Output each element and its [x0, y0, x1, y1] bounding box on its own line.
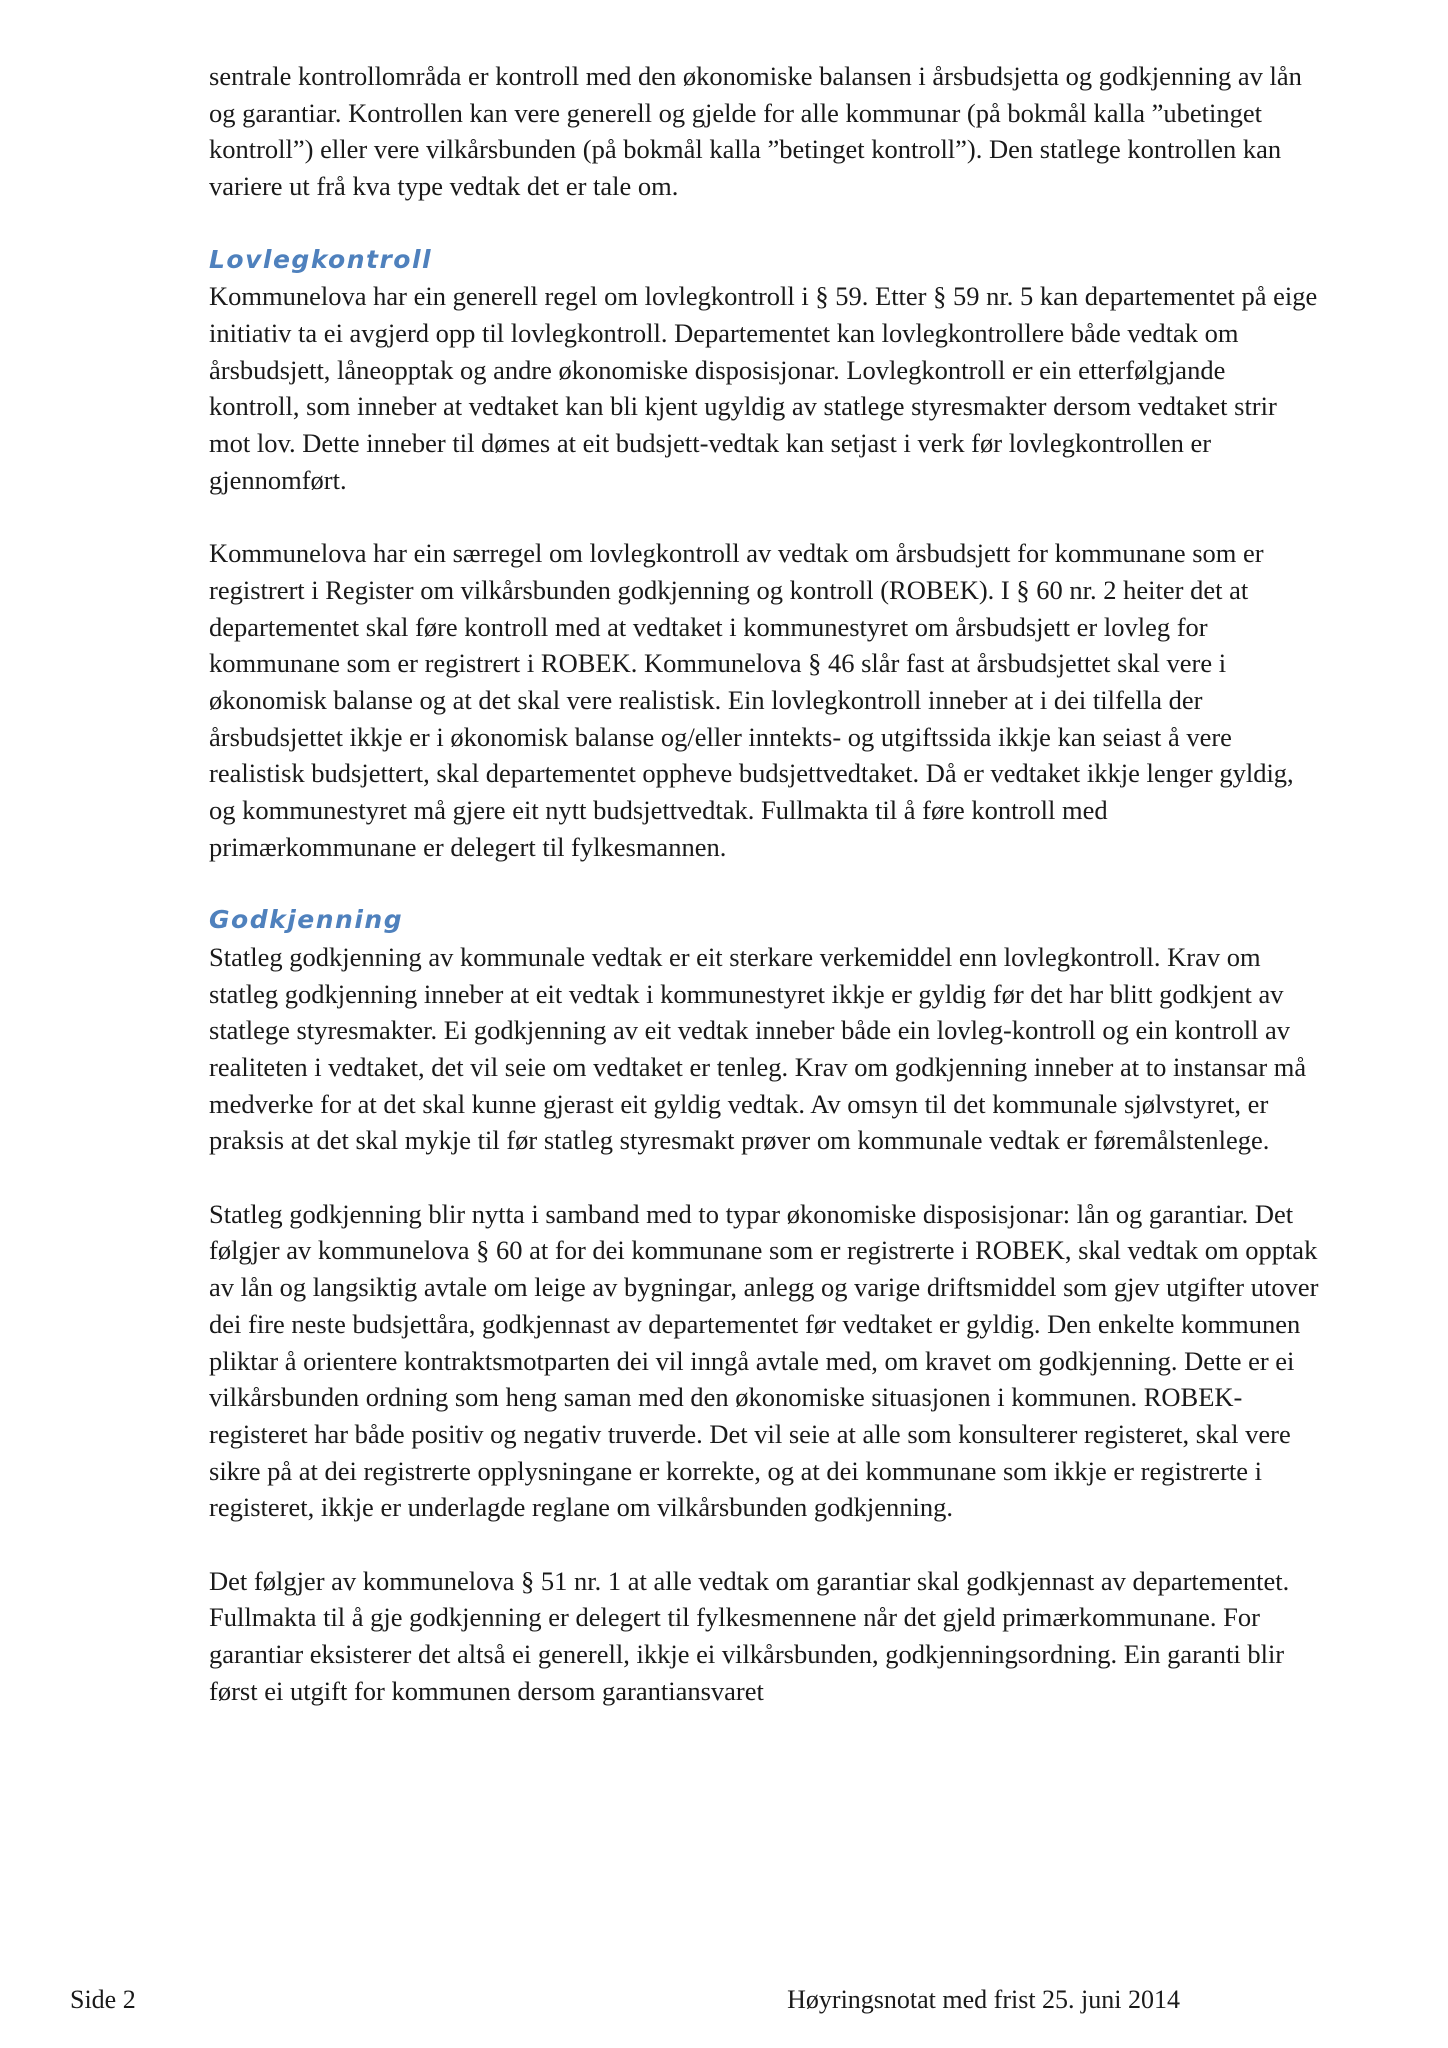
paragraph-gap	[209, 1526, 1319, 1563]
document-body	[209, 58, 1319, 1710]
heading-godkjenning: Godkjenning	[209, 905, 404, 935]
footer-document-title: Høyringsnotat med frist 25. juni 2014	[787, 1985, 1180, 2014]
paragraph-gap	[209, 1159, 1319, 1196]
paragraph-gap	[209, 498, 1319, 535]
heading-lovlegkontroll: Lovlegkontroll	[209, 244, 433, 274]
paragraph-intro: sentrale kontrollområda er kontroll med den økonomiske balansen i årsbudsjetta og godkjenning av lån og garantiar. Kontrollen kan vere generell og gjelde for alle kommunar (på bokmål kalla ”ubetinget kontroll”) eller vere vilkårsbunden (på bokmål kalla ”betinget kontroll”). Den statlege kontrollen kan variere ut frå kva type vedtak det er tale om.	[209, 61, 1302, 202]
paragraph-garantiar: Det følgjer av kommunelova § 51 nr. 1 at alle vedtak om garantiar skal godkjennast av departementet. Fullmakta til å gje godkjenning er delegert til fylkesmennene når det gjeld primærkommunane. For garantiar eksisterer det altså ei generell, ikkje ei vilkårsbunden, godkjenningsordning. Ein garanti blir først ei utgift for kommunen dersom garantiansvaret	[209, 1565, 1290, 1706]
footer-page-number: Side 2	[70, 1985, 136, 2014]
paragraph-gap	[209, 865, 1319, 902]
paragraph-godkjenning-robek: Statleg godkjenning blir nytta i samband med to typar økonomiske disposisjonar: lån og garantiar. Det følgjer av kommunelova § 60 at for dei kommunane som er registrerte i ROBEK, skal vedtak om opptak av lån og langsiktig avtale om leige av bygningar, anlegg og varige driftsmiddel som gjev utgifter utover dei fire neste budsjettåra, godkjennast av departementet før vedtaket er gyldig. Den enkelte kommunen pliktar å orientere kontraktsmotparten dei vil inngå avtale med, om kravet om godkjenning. Dette er ei vilkårsbunden ordning som heng saman med den økonomiske situasjonen i kommunen. ROBEK-registeret har både positiv og negativ truverde. Det vil seie at alle som konsulterer registeret, skal vere sikre på at dei registrerte opplysningane er korrekte, og at dei kommunane som ikkje er registrerte i registeret, ikkje er underlagde reglane om vilkårsbunden godkjenning.	[209, 1198, 1319, 1523]
paragraph-lovlegkontroll-general: Kommunelova har ein generell regel om lovlegkontroll i § 59. Etter § 59 nr. 5 kan departementet på eige initiativ ta ei avgjerd opp til lovlegkontroll. Departementet kan lovlegkontrollere både vedtak om årsbudsjett, låneopptak og andre økonomiske disposisjonar. Lovlegkontroll er ein etterfølgjande kontroll, som inneber at vedtaket kan bli kjent ugyldig av statlege styresmakter dersom vedtaket strir mot lov. Dette inneber til dømes at eit budsjett-vedtak kan setjast i verk før lovlegkontrollen er gjennomført.	[209, 281, 1318, 495]
paragraph-gap	[209, 205, 1319, 242]
paragraph-lovlegkontroll-robek: Kommunelova har ein særregel om lovlegkontroll av vedtak om årsbudsjett for kommunane som er registrert i Register om vilkårsbunden godkjenning og kontroll (ROBEK). I § 60 nr. 2 heiter det at departementet skal føre kontroll med at vedtaket i kommunestyret om årsbudsjett er lovleg for kommunane som er registrert i ROBEK. Kommunelova § 46 slår fast at årsbudsjettet skal vere i økonomisk balanse og at det skal vere realistisk. Ein lovlegkontroll inneber at i dei tilfella der årsbudsjettet ikkje er i økonomisk balanse og/eller inntekts- og utgiftssida ikkje kan seiast å vere realistisk budsjettert, skal departementet oppheve budsjettvedtaket. Då er vedtaket ikkje lenger gyldig, og kommunestyret må gjere eit nytt budsjettvedtak. Fullmakta til å føre kontroll med primærkommunane er delegert til fylkesmannen.	[209, 538, 1294, 862]
paragraph-godkjenning-general: Statleg godkjenning av kommunale vedtak er eit sterkare verkemiddel enn lovlegkontroll. Krav om statleg godkjenning inneber at eit vedtak i kommunestyret ikkje er gyldig før det har blitt godkjent av statlege styresmakter. Ei godkjenning av eit vedtak inneber både ein lovleg-kontroll og ein kontroll av realiteten i vedtaket, det vil seie om vedtaket er tenleg. Krav om godkjenning inneber at to instansar må medverke for at det skal kunne gjerast eit gyldig vedtak. Av omsyn til det kommunale sjølvstyret, er praksis at det skal mykje til før statleg styresmakt prøver om kommunale vedtak er føremålstenlege.	[209, 941, 1307, 1156]
